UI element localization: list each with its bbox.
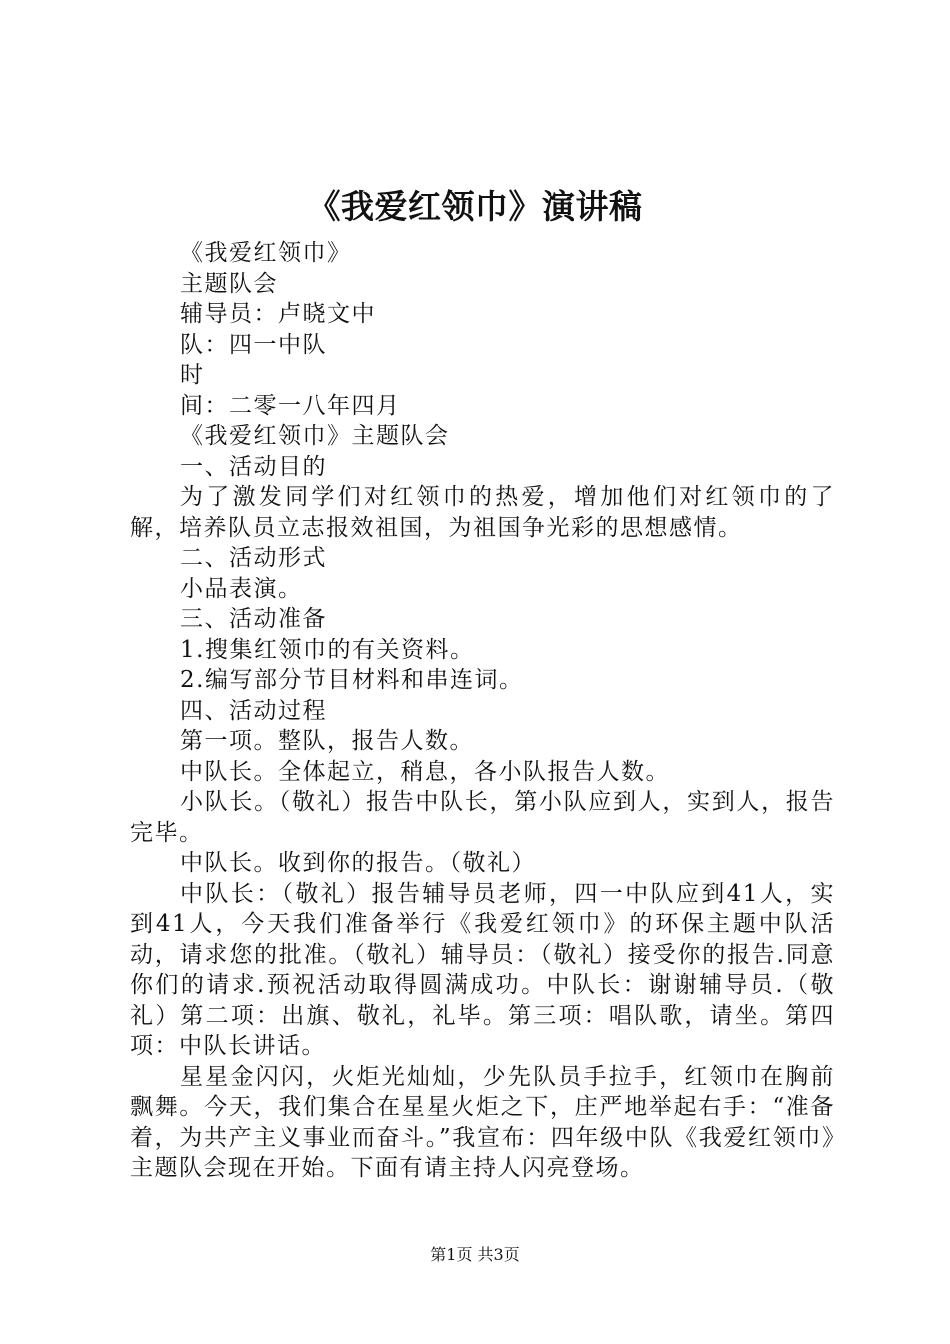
- paragraph-form: 小品表演。: [180, 575, 303, 602]
- paragraph-team-report: 小队长。（敬礼）报告中队长，第小队应到人，实到人，报告完毕。: [130, 789, 835, 846]
- section-heading-preparation: 三、活动准备: [180, 606, 327, 632]
- paragraph-squad: 队：四一中队: [180, 331, 327, 358]
- page-footer: 第1页 共3页: [430, 1245, 520, 1264]
- paragraph-preparation-2: 2.编写部分节目材料和串连词。: [180, 667, 524, 693]
- paragraph-step-1: 第一项。整队，报告人数。: [180, 728, 474, 754]
- paragraph-opening-speech: 星星金闪闪，火炬光灿灿，少先队员手拉手，红领巾在胸前飘舞。今天，我们集合在星星火炬之下，庄严地举起右手：“准备着，为共产主义事业而奋斗。”我宣布：四年级中队《我爱红领巾》主题队会现在开始。下面有请主持人闪亮登场。: [130, 1063, 835, 1181]
- document-title: 《我爱红领巾》演讲稿: [307, 187, 643, 226]
- paragraph-captain-call: 中队长。全体起立，稍息，各小队报告人数。: [180, 758, 670, 785]
- paragraph-captain-receive: 中队长。收到你的报告。（敬礼）: [180, 850, 536, 876]
- paragraph-preparation-1: 1.搜集红领巾的有关资料。: [180, 636, 475, 663]
- paragraph-captain-report: 中队长：（敬礼）报告辅导员老师，四一中队应到41人，实到41人，今天我们准备举行《我爱红领巾》的环保主题中队活动，请求您的批准。（敬礼）辅导员：（敬礼）接受你的报告.同意你们的请求.预祝活动取得圆满成功。中队长：谢谢辅导员.（敬礼）第二项：出旗、敬礼，礼毕。第三项：唱队歌，请坐。第四项：中队长讲话。: [130, 880, 835, 1059]
- section-heading-process: 四、活动过程: [180, 697, 327, 724]
- document-body: [130, 238, 835, 1184]
- section-heading-form: 二、活动形式: [180, 545, 327, 571]
- paragraph-theme-label: 主题队会: [180, 270, 278, 297]
- paragraph-time-label: 时: [180, 362, 205, 388]
- paragraph-purpose: 为了激发同学们对红领巾的热爱，增加他们对红领巾的了解，培养队员立志报效祖国，为祖国争光彩的思想感情。: [130, 484, 835, 541]
- paragraph-theme-title: 《我爱红领巾》: [180, 240, 352, 266]
- paragraph-counselor: 辅导员：卢晓文中: [180, 301, 376, 327]
- paragraph-meeting-title: 《我爱红领巾》主题队会: [180, 423, 450, 449]
- section-heading-purpose: 一、活动目的: [180, 453, 327, 480]
- paragraph-time-value: 间：二零一八年四月: [180, 392, 401, 419]
